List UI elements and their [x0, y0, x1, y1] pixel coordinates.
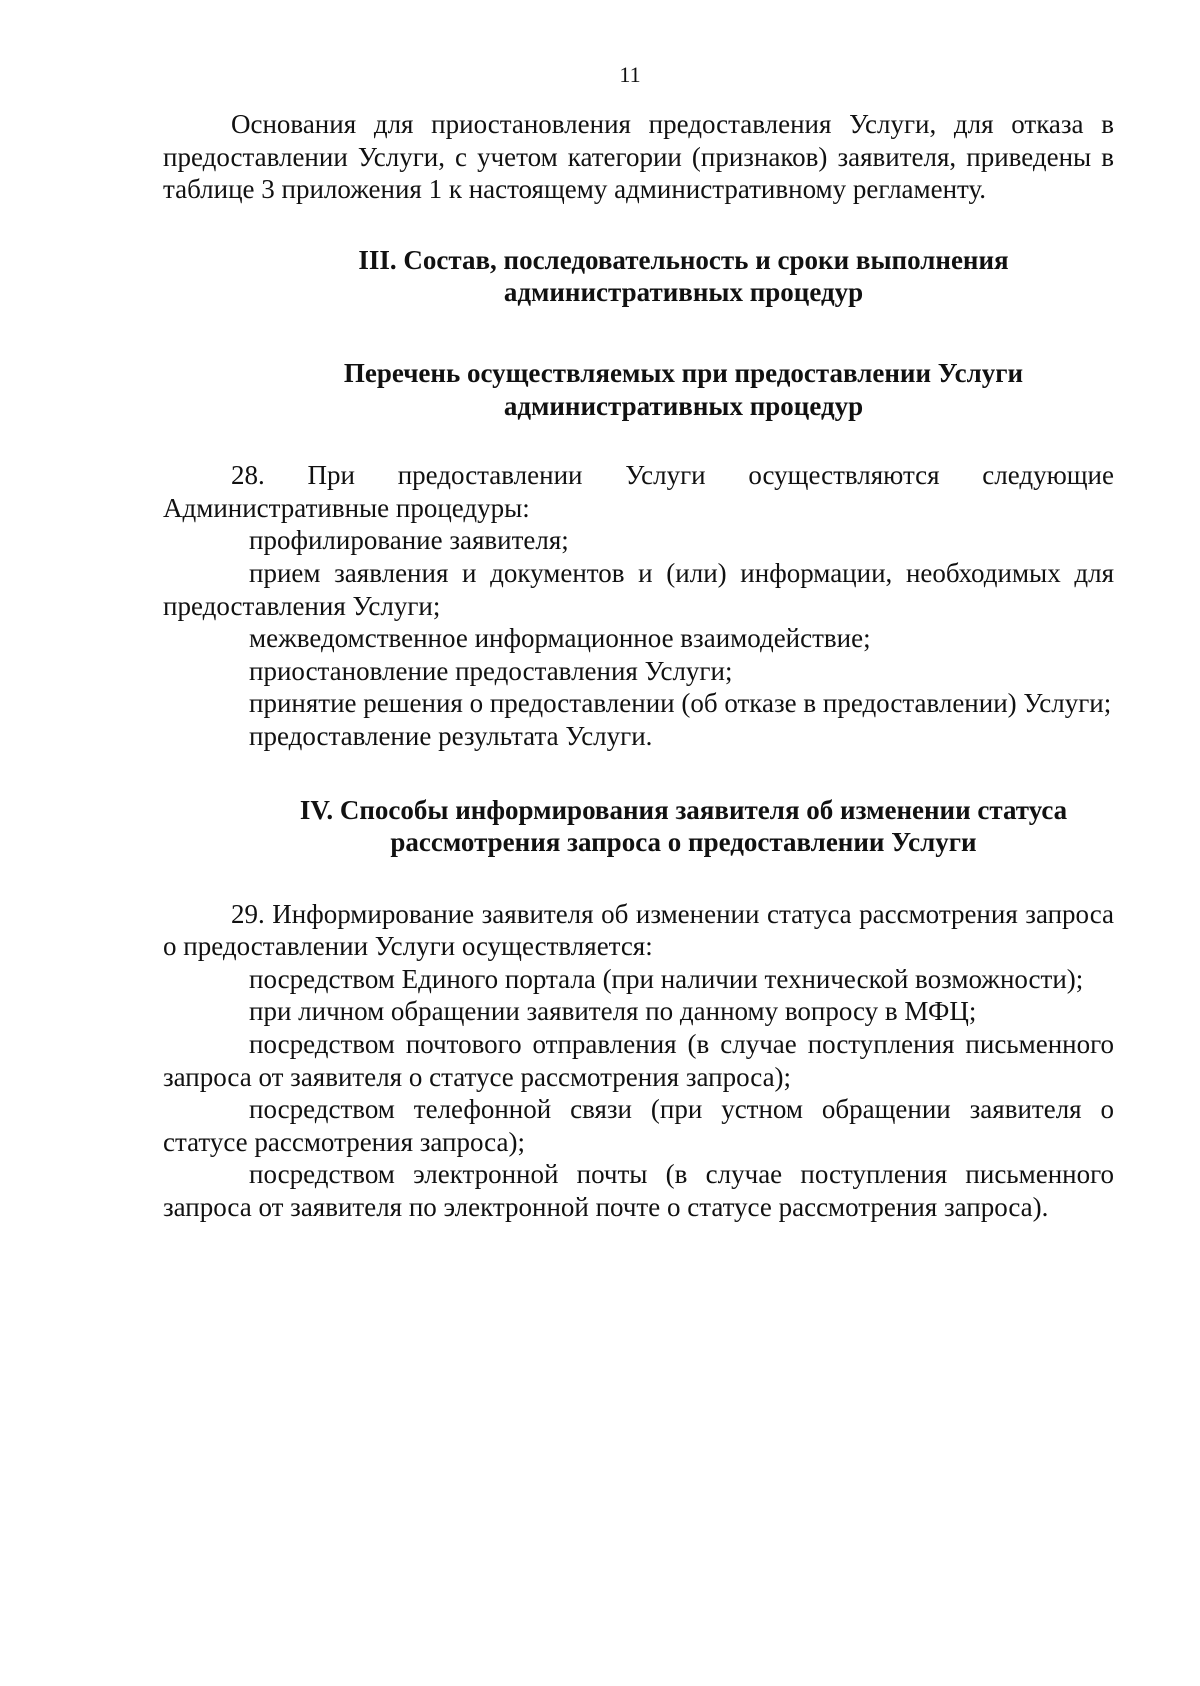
- section-3-title-line-1: III. Состав, последовательность и сроки выполнения: [358, 244, 1009, 275]
- inform-method-item: посредством телефонной связи (при устном обращении заявителя о статусе рассмотрения запроса);: [163, 1094, 1114, 1157]
- item-28-intro: 28. При предоставлении Услуги осуществляются следующие Административные процедуры:: [163, 460, 1114, 523]
- section-3-title-line-2: административных процедур: [503, 277, 864, 308]
- procedure-item: принятие решения о предоставлении (об отказе в предоставлении) Услуги;: [249, 688, 1112, 719]
- page-content: [163, 108, 1114, 1224]
- procedure-item: профилирование заявителя;: [249, 525, 569, 556]
- section-4-title-line-2: рассмотрения запроса о предоставлении Услуги: [390, 827, 977, 858]
- inform-method-item: посредством электронной почты (в случае поступления письменного запроса от заявителя по электронной почте о статусе рассмотрения запроса).: [163, 1159, 1114, 1223]
- inform-method-item: посредством Единого портала (при наличии технической возможности);: [249, 963, 1084, 994]
- procedures-heading-line-1: Перечень осуществляемых при предоставлении Услуги: [343, 357, 1024, 388]
- procedures-heading-line-2: административных процедур: [503, 390, 864, 421]
- inform-method-item: при личном обращении заявителя по данному вопросу в МФЦ;: [249, 996, 977, 1027]
- section-4-title-line-1: IV. Способы информирования заявителя об изменении статуса: [299, 794, 1068, 825]
- section-4-heading: [163, 794, 1114, 859]
- procedure-item: межведомственное информационное взаимодействие;: [249, 623, 871, 654]
- item-29-intro: 29. Информирование заявителя об изменении статуса рассмотрения запроса о предоставлении Услуги осуществляется:: [163, 898, 1114, 962]
- procedure-item: приостановление предоставления Услуги;: [249, 655, 733, 686]
- procedure-item: прием заявления и документов и (или) информации, необходимых для предоставления Услуги;: [163, 557, 1114, 621]
- procedures-list-heading: [163, 357, 1114, 422]
- procedure-item: предоставление результата Услуги.: [249, 720, 653, 751]
- intro-paragraph: Основания для приостановления предоставления Услуги, для отказа в предоставлении Услуги, с учетом категории (признаков) заявителя, приведены в таблице 3 приложения 1 к настоящему административному регламенту.: [163, 109, 1114, 205]
- section-3-heading: [163, 244, 1114, 309]
- page-number: 11: [619, 62, 641, 87]
- inform-method-item: посредством почтового отправления (в случае поступления письменного запроса от заявителя о статусе рассмотрения запроса);: [163, 1029, 1114, 1092]
